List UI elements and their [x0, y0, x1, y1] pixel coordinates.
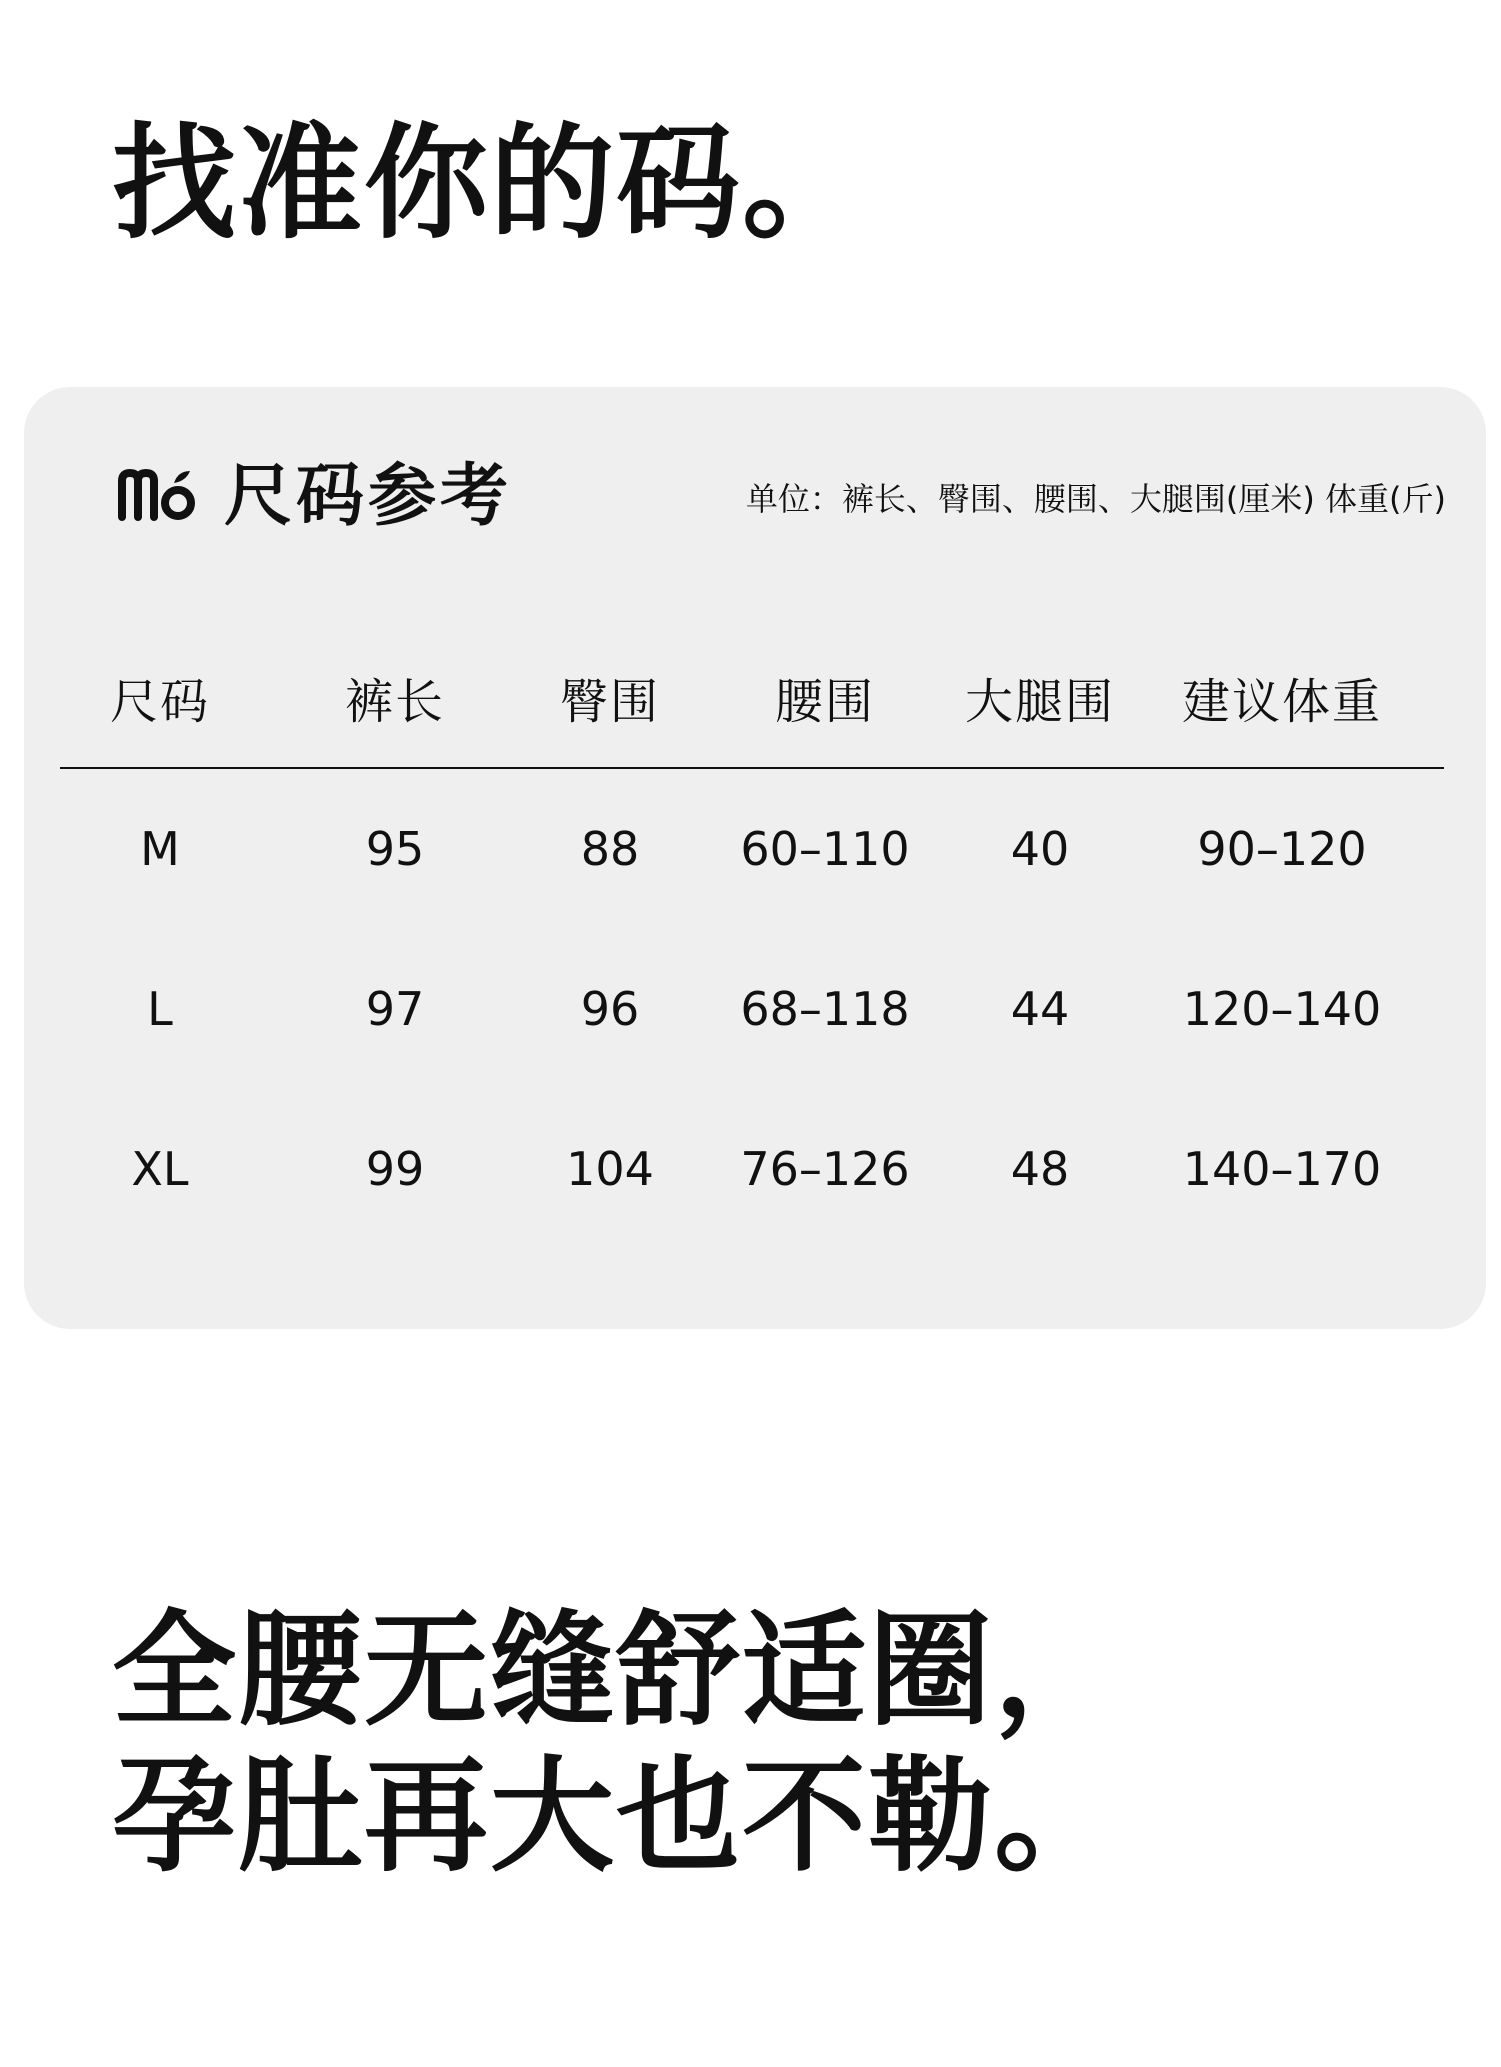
card-title: 尺码参考 [224, 457, 513, 536]
size-chart-card [24, 387, 1486, 1329]
cell-hip: 88 [580, 822, 640, 876]
cell-thigh: 44 [1010, 982, 1070, 1036]
cell-thigh: 48 [1010, 1142, 1070, 1196]
cell-waist: 68–118 [740, 982, 910, 1036]
header-size: 尺码 [109, 673, 210, 730]
unit-note: 单位：裤长、臀围、腰围、大腿围(厘米) 体重(斤) [745, 480, 1446, 518]
cell-weight: 140–170 [1182, 1142, 1382, 1196]
cell-weight: 120–140 [1182, 982, 1382, 1036]
header-waist: 腰围 [774, 673, 875, 730]
headline-bottom [112, 1598, 1120, 1890]
cell-pant-length: 95 [365, 822, 425, 876]
cell-hip: 104 [566, 1142, 654, 1196]
mo-brand-logo-icon [118, 467, 198, 523]
table-row [60, 929, 1444, 1089]
cell-pant-length: 99 [365, 1142, 425, 1196]
table-header-row [60, 627, 1444, 767]
headline-bottom-line1: 全腰无缝舒适圈， [112, 1599, 1121, 1743]
cell-weight: 90–120 [1197, 822, 1367, 876]
table-row [60, 1089, 1444, 1249]
cell-size: XL [131, 1142, 189, 1196]
header-thigh: 大腿围 [964, 673, 1115, 730]
cell-hip: 96 [580, 982, 640, 1036]
cell-size: M [140, 822, 180, 876]
table-row [60, 769, 1444, 929]
headline-top: 找准你的码。 [112, 112, 869, 256]
header-pant-length: 裤长 [344, 673, 445, 730]
header-hip: 臀围 [559, 673, 660, 730]
cell-size: L [147, 982, 173, 1036]
headline-bottom-line2: 孕肚再大也不勒。 [112, 1745, 1121, 1889]
size-table [60, 627, 1444, 1249]
header-weight: 建议体重 [1181, 673, 1382, 730]
cell-waist: 60–110 [740, 822, 910, 876]
card-header [94, 457, 1446, 537]
cell-thigh: 40 [1010, 822, 1070, 876]
cell-waist: 76–126 [740, 1142, 910, 1196]
cell-pant-length: 97 [365, 982, 425, 1036]
